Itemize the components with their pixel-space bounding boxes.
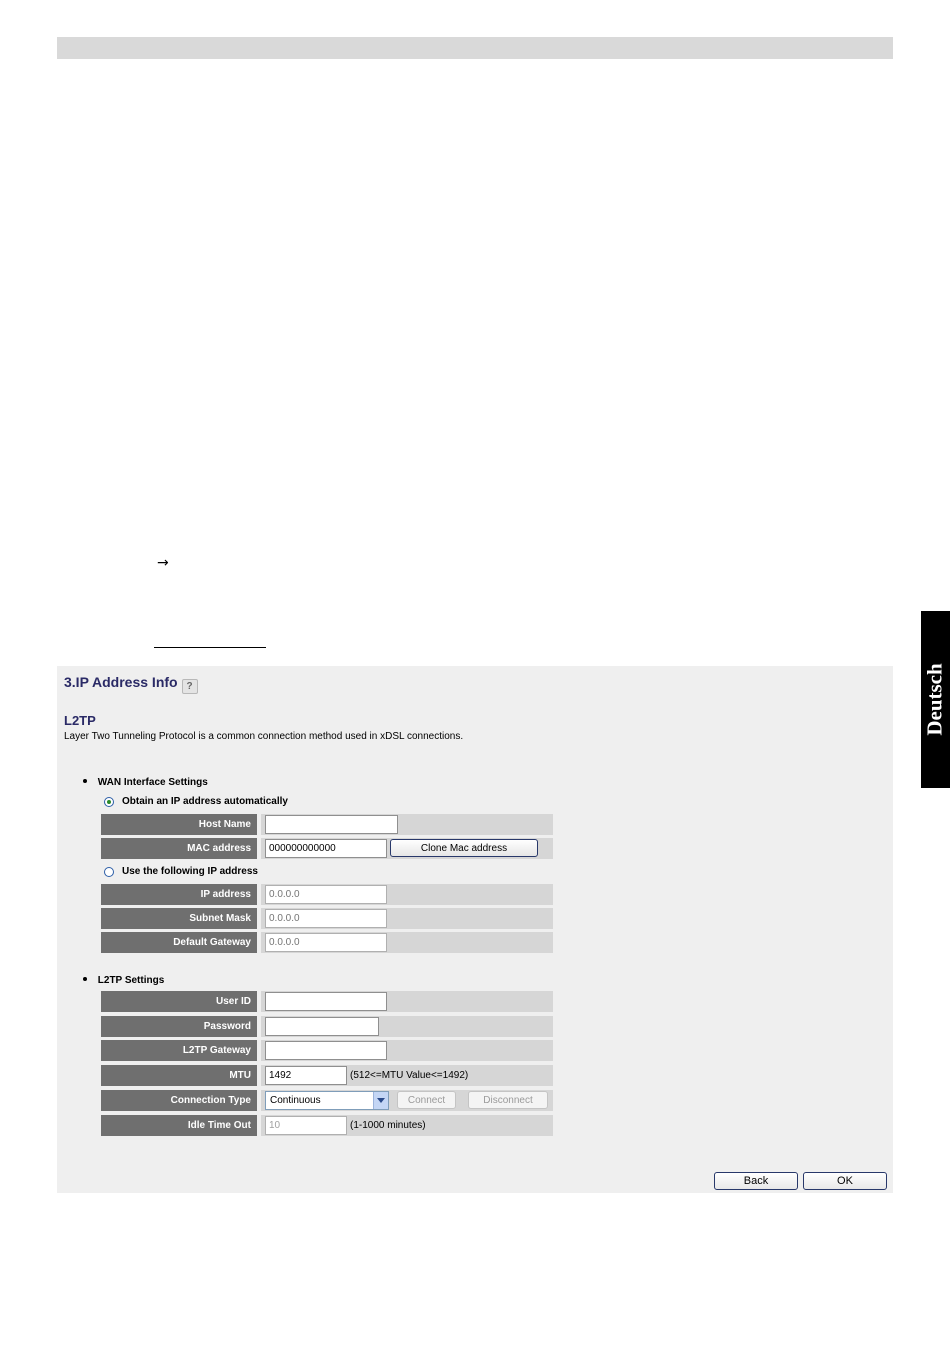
language-label: Deutsch [923,663,947,736]
help-icon[interactable]: ? [182,679,198,694]
chevron-down-icon[interactable] [373,1092,388,1109]
password-label: Password [101,1016,257,1037]
user-id-input[interactable] [265,992,387,1011]
connection-type-row [101,1090,553,1111]
connection-type-label: Connection Type [101,1090,257,1111]
language-side-tab [921,611,950,788]
default-gateway-input[interactable] [265,933,387,952]
mac-address-value-cell [261,838,553,859]
panel-title [64,674,198,694]
connection-type-select[interactable] [265,1091,389,1110]
default-gateway-label: Default Gateway [101,932,257,953]
default-gateway-row [101,932,553,953]
disconnect-button[interactable]: Disconnect [468,1091,548,1109]
use-following-ip-label: Use the following IP address [122,866,258,877]
ip-address-input[interactable] [265,885,387,904]
mac-address-row [101,838,553,859]
password-input[interactable] [265,1017,379,1036]
subnet-mask-row [101,908,553,929]
host-name-input[interactable] [265,815,398,834]
l2tp-settings-heading-text: L2TP Settings [97,975,165,986]
l2tp-gateway-label: L2TP Gateway [101,1040,257,1061]
l2tp-settings-heading [83,975,164,986]
host-name-label: Host Name [101,814,257,835]
connection-type-title: L2TP [64,713,96,728]
mtu-row [101,1065,553,1086]
host-name-value-cell [261,814,553,835]
subnet-mask-value-cell [261,908,553,929]
password-row [101,1016,553,1037]
password-value-cell [261,1016,553,1037]
subnet-mask-input[interactable] [265,909,387,928]
ip-address-value-cell [261,884,553,905]
mac-address-label: MAC address [101,838,257,859]
ip-address-label: IP address [101,884,257,905]
connect-button[interactable]: Connect [397,1091,456,1109]
page-header-bar [57,37,893,59]
ip-address-row [101,884,553,905]
obtain-ip-auto-radio[interactable] [104,797,114,807]
l2tp-gateway-input[interactable] [265,1041,387,1060]
idle-time-out-label: Idle Time Out [101,1115,257,1136]
subnet-mask-label: Subnet Mask [101,908,257,929]
mtu-range-note: (512<=MTU Value<=1492) [350,1070,469,1081]
clone-mac-address-button[interactable]: Clone Mac address [390,839,538,857]
ok-button[interactable]: OK [803,1172,887,1190]
wan-settings-heading-text: WAN Interface Settings [97,777,208,788]
idle-time-out-value-cell [261,1115,553,1136]
panel-title-text: 3.IP Address Info [64,674,178,690]
mtu-input[interactable] [265,1066,347,1085]
connection-description: Layer Two Tunneling Protocol is a common connection method used in xDSL connections. [64,731,464,742]
obtain-ip-auto-option[interactable] [104,796,288,807]
ip-address-info-panel [57,666,893,1193]
use-following-ip-radio[interactable] [104,867,114,877]
underline-rule [154,647,266,648]
host-name-row [101,814,553,835]
connection-type-selected: Continuous [270,1095,321,1106]
wan-settings-heading [83,777,208,788]
mac-address-input[interactable] [265,839,387,858]
margin-arrow: → [157,555,169,571]
mtu-value-cell [261,1065,553,1086]
user-id-label: User ID [101,991,257,1012]
l2tp-gateway-value-cell [261,1040,553,1061]
idle-time-out-note: (1-1000 minutes) [350,1120,426,1131]
obtain-ip-auto-label: Obtain an IP address automatically [122,796,288,807]
use-following-ip-option[interactable] [104,866,258,877]
default-gateway-value-cell [261,932,553,953]
user-id-row [101,991,553,1012]
idle-time-out-row [101,1115,553,1136]
idle-time-out-input[interactable] [265,1116,347,1135]
back-button[interactable]: Back [714,1172,798,1190]
connection-type-value-cell [261,1090,553,1111]
user-id-value-cell [261,991,553,1012]
l2tp-gateway-row [101,1040,553,1061]
mtu-label: MTU [101,1065,257,1086]
